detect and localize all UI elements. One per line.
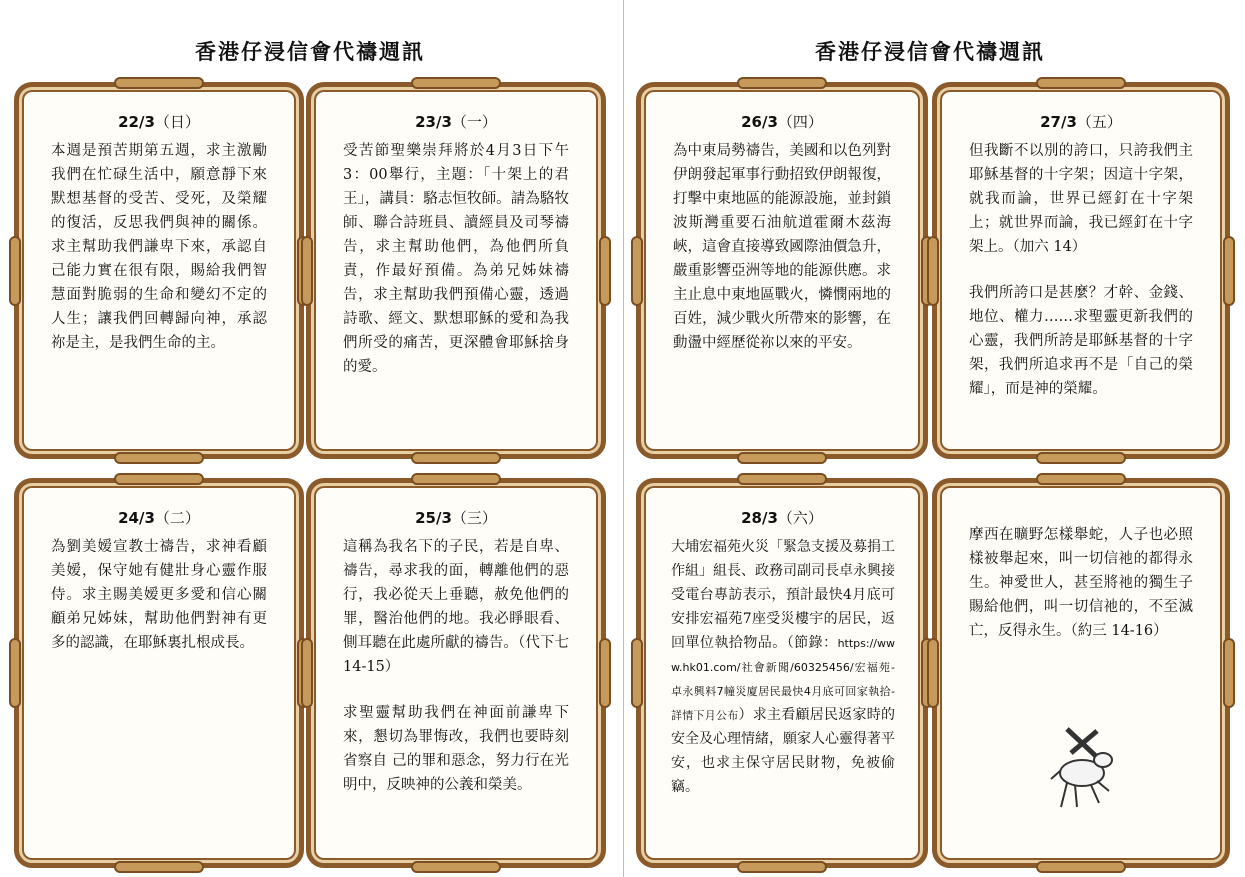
card-text: 摩西在曠野怎樣舉蛇，人子也必照樣被舉起來，叫一切信祂的都得永生。神愛世人，甚至將祂的獨生子賜給他們，叫一切信祂的，不至滅亡，反得永生。（約三 14-16） (969, 527, 1193, 639)
prayer-card-24-3 (14, 478, 304, 868)
source-link[interactable]: https://www.hk01.com/社會新聞/60325456/宏福苑-卓永興料7幢災廈居民最快4月底可回家執拾-詳情下月公布 (671, 637, 895, 722)
page-divider (623, 0, 624, 877)
prayer-card-28-3 (636, 478, 928, 868)
card-text: 但我斷不以別的誇口，只誇我們主耶穌基督的十字架；因這十字架，就我而論，世界已經釘在十字架上；就世界而論，我已經釘在十字架上。（加六 14） 我們所誇口是甚麼？才幹、金錢、地位、權力……求聖靈更新我們的心靈，我們所誇是耶穌基督的十字架，我們所追求再不是「自己的榮耀」，而是神的榮耀。 (969, 143, 1193, 397)
card-text: 為中東局勢禱告，美國和以色列對伊朗發起軍事行動招致伊朗報復，打擊中東地區的能源設施，並封鎖波斯灣重要石油航道霍爾木茲海峽，這會直接導致國際油價急升，嚴重影響亞洲等地的能源供應。求主止息中東地區戰火，憐憫兩地的百姓，減少戰火所帶來的影響，在動盪中經歷從祢以來的平安。 (673, 143, 891, 351)
scripture-card (932, 478, 1230, 868)
prayer-card-22-3 (14, 82, 304, 459)
card-date: 23/3（一） (415, 113, 497, 131)
card-text: 受苦節聖樂崇拜將於4月3日下午3：00舉行，主題：「十架上的君王」，講員：駱志恒牧師。請為駱牧師、聯合詩班員、讀經員及司琴禱告，求主幫助他們，為他們所負責，作最好預備。為弟兄姊妹禱告，求主幫助我們預備心靈，透過詩歌、經文、默想耶穌的愛和為我們所受的痛苦，更深體會耶穌捨身的愛。 (343, 143, 569, 375)
prayer-card-23-3 (306, 82, 606, 459)
page-title-left: 香港仔浸信會代禱週訊 (195, 39, 425, 64)
page-title-right: 香港仔浸信會代禱週訊 (815, 39, 1045, 64)
card-date: 24/3（二） (118, 509, 200, 527)
card-text: 這稱為我名下的子民，若是自卑、禱告，尋求我的面，轉離他們的惡行，我必從天上垂聽，赦免他們的罪，醫治他們的地。我必睜眼看、側耳聽在此處所獻的禱告。（代下七 14-15） 求聖靈幫助我們在神面前謙卑下來，懇切為罪悔改，我們也要時刻省察自 己的罪和惡念，努力行在光明中，反映神的公義和榮美。 (343, 539, 569, 793)
card-text: 大埔宏福苑火災「緊急支援及募捐工作組」組長、政務司副司長卓永興接受電台專訪表示，預計最快4月底可安排宏福苑7座受災樓宇的居民，返回單位執拾物品。（節錄：https://www.hk01.com/社會新聞/60325456/宏福苑-卓永興料7幢災廈居民最快4月底可回家執拾-詳情下月公布）求主看顧居民返家時的安全及心理情緒，願家人心靈得著平安，也求主保守居民財物，免被偷竊。 (671, 539, 895, 795)
card-date: 26/3（四） (741, 113, 823, 131)
card-date: 28/3（六） (741, 509, 823, 527)
prayer-card-26-3 (636, 82, 928, 459)
card-date: 25/3（三） (415, 509, 497, 527)
lamb-with-cross-icon (1037, 723, 1127, 813)
prayer-card-27-3 (932, 82, 1230, 459)
card-text: 本週是預苦期第五週，求主激勵我們在忙碌生活中，願意靜下來默想基督的受苦、受死，及榮耀的復活，反思我們與神的關係。求主幫助我們謙卑下來，承認自己能力實在很有限，賜給我們智慧面對脆弱的生命和變幻不定的人生；讓我們回轉歸向神，承認祢是主，是我們生命的主。 (51, 143, 267, 351)
prayer-card-25-3 (306, 478, 606, 868)
card-text: 為劉美嫒宣教士禱告，求神看顧美嫒，保守她有健壯身心靈作服侍。求主賜美嫒更多愛和信心關顧弟兄姊妹，幫助他們對神有更多的認識，在耶穌裏扎根成長。 (51, 539, 267, 651)
card-date: 27/3（五） (1040, 113, 1122, 131)
card-date: 22/3（日） (118, 113, 200, 131)
